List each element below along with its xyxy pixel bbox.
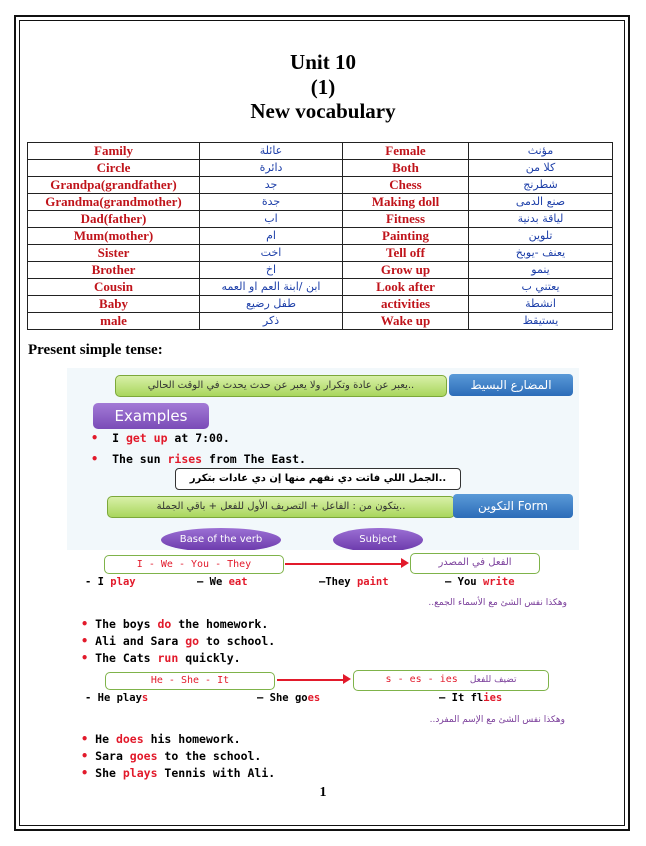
vocab-arabic-meaning: اخت — [200, 245, 343, 262]
lesson-image — [67, 368, 579, 781]
verb-example: — It flies — [439, 692, 503, 704]
vocab-english-word: Baby — [28, 296, 200, 313]
vocab-arabic-meaning: كلا من — [469, 160, 613, 177]
example-sentence: • The sun rises from The East. — [91, 452, 306, 466]
vocab-english-word: Look after — [343, 279, 469, 296]
vocabulary-table — [27, 142, 613, 330]
vocab-arabic-meaning: ينمو — [469, 262, 613, 279]
vocab-arabic-meaning: يعتني ب — [469, 279, 613, 296]
vocab-arabic-meaning: ذكر — [200, 313, 343, 330]
pronouns-plural-box: I - We - You - They — [104, 555, 284, 574]
arrow-line — [277, 679, 345, 681]
vocab-arabic-meaning: تلوين — [469, 228, 613, 245]
unit-number: (1) — [310, 75, 336, 99]
vocab-arabic-meaning: جدة — [200, 194, 343, 211]
vocab-english-word: Tell off — [343, 245, 469, 262]
vocab-arabic-meaning: انشطة — [469, 296, 613, 313]
example-sentence: • The boys do the homework. — [81, 617, 269, 631]
verb-example: —They paint — [319, 576, 389, 588]
example-sentence: • I get up at 7:00. — [91, 431, 230, 445]
form-bar: يتكون من : الفاعل + التصريف الأول للفعل + باقي الجملة.. — [107, 496, 455, 518]
example-sentence: • Ali and Sara go to school. — [81, 634, 276, 648]
plural-note: وهكذا نفس الشئ مع الأسماء الجمع.. — [428, 598, 567, 608]
vocab-english-word: Both — [343, 160, 469, 177]
vocab-english-word: Grandpa(grandfather) — [28, 177, 200, 194]
example-sentence: • He does his homework. — [81, 732, 241, 746]
vocab-arabic-meaning: صنع الدمى — [469, 194, 613, 211]
vocab-row — [28, 262, 613, 279]
subject-ellipse: Subject — [333, 528, 423, 552]
pronouns-singular-box: He - She - It — [105, 672, 275, 690]
vocab-row — [28, 143, 613, 160]
vocab-arabic-meaning: اب — [200, 211, 343, 228]
verb-example: — We eat — [197, 576, 248, 588]
vocab-arabic-meaning: طفل رضيع — [200, 296, 343, 313]
example-sentence: • The Cats run quickly. — [81, 651, 241, 665]
unit-title: Unit 10 — [290, 50, 356, 74]
vocab-english-word: Mum(mother) — [28, 228, 200, 245]
vocab-arabic-meaning: لياقة بدنية — [469, 211, 613, 228]
vocab-row — [28, 228, 613, 245]
verb-example: — You write — [445, 576, 515, 588]
vocab-row — [28, 177, 613, 194]
vocab-row — [28, 279, 613, 296]
vocab-arabic-meaning: دائرة — [200, 160, 343, 177]
vocab-english-word: Wake up — [343, 313, 469, 330]
simple-present-tab: المضارع البسيط — [449, 374, 573, 396]
vocab-arabic-meaning: شطرنج — [469, 177, 613, 194]
page-number: 1 — [319, 785, 327, 800]
vocab-row — [28, 194, 613, 211]
vocab-row — [28, 313, 613, 330]
verb-example: - He plays — [85, 692, 149, 704]
vocab-english-word: Grandma(grandmother) — [28, 194, 200, 211]
arrow-head-icon — [401, 558, 409, 568]
arrow-line — [285, 563, 403, 565]
examples-label: Examples — [93, 403, 209, 429]
vocab-english-word: Cousin — [28, 279, 200, 296]
vocab-arabic-meaning: اخ — [200, 262, 343, 279]
vocab-english-word: male — [28, 313, 200, 330]
vocab-row — [28, 211, 613, 228]
vocab-arabic-meaning: مؤنث — [469, 143, 613, 160]
suffix-box: s - es - ies تضيف للفعل — [353, 670, 549, 691]
vocab-row — [28, 296, 613, 313]
vocab-arabic-meaning: ابن /ابنة العم او العمه — [200, 279, 343, 296]
vocab-english-word: Painting — [343, 228, 469, 245]
vocab-english-word: Sister — [28, 245, 200, 262]
verb-example: — She goes — [257, 692, 321, 704]
habit-note: الجمل اللي فاتت دي نفهم منها إن دي عادات بتكرر.. — [175, 468, 461, 490]
vocab-arabic-meaning: جد — [200, 177, 343, 194]
vocab-english-word: Chess — [343, 177, 469, 194]
vocab-row — [28, 245, 613, 262]
base-of-verb-ellipse: Base of the verb — [161, 528, 281, 552]
singular-note: وهكذا نفس الشئ مع الإسم المفرد.. — [429, 715, 565, 725]
vocab-english-word: Making doll — [343, 194, 469, 211]
example-sentence: • Sara goes to the school. — [81, 749, 262, 763]
arrow-head-icon — [343, 674, 351, 684]
vocab-english-word: activities — [343, 296, 469, 313]
vocab-arabic-meaning: ام — [200, 228, 343, 245]
vocab-english-word: Dad(father) — [28, 211, 200, 228]
vocab-english-word: Female — [343, 143, 469, 160]
vocab-english-word: Family — [28, 143, 200, 160]
present-simple-heading: Present simple tense: — [28, 342, 163, 358]
form-tab: التكوين Form — [453, 494, 573, 518]
vocab-english-word: Brother — [28, 262, 200, 279]
definition-bar: يعبر عن عادة وتكرار ولا يعبر عن حدث يحدث في الوقت الحالي.. — [115, 375, 447, 397]
vocab-arabic-meaning: يعنف -يوبخ — [469, 245, 613, 262]
vocab-row — [28, 160, 613, 177]
vocab-english-word: Grow up — [343, 262, 469, 279]
infinitive-box: الفعل في المصدر — [410, 553, 540, 574]
vocab-english-word: Fitness — [343, 211, 469, 228]
verb-example: - I play — [85, 576, 136, 588]
vocab-english-word: Circle — [28, 160, 200, 177]
example-sentence: • She plays Tennis with Ali. — [81, 766, 276, 780]
vocab-arabic-meaning: عائلة — [200, 143, 343, 160]
vocab-arabic-meaning: يستيقظ — [469, 313, 613, 330]
vocabulary-heading: New vocabulary — [250, 99, 396, 123]
